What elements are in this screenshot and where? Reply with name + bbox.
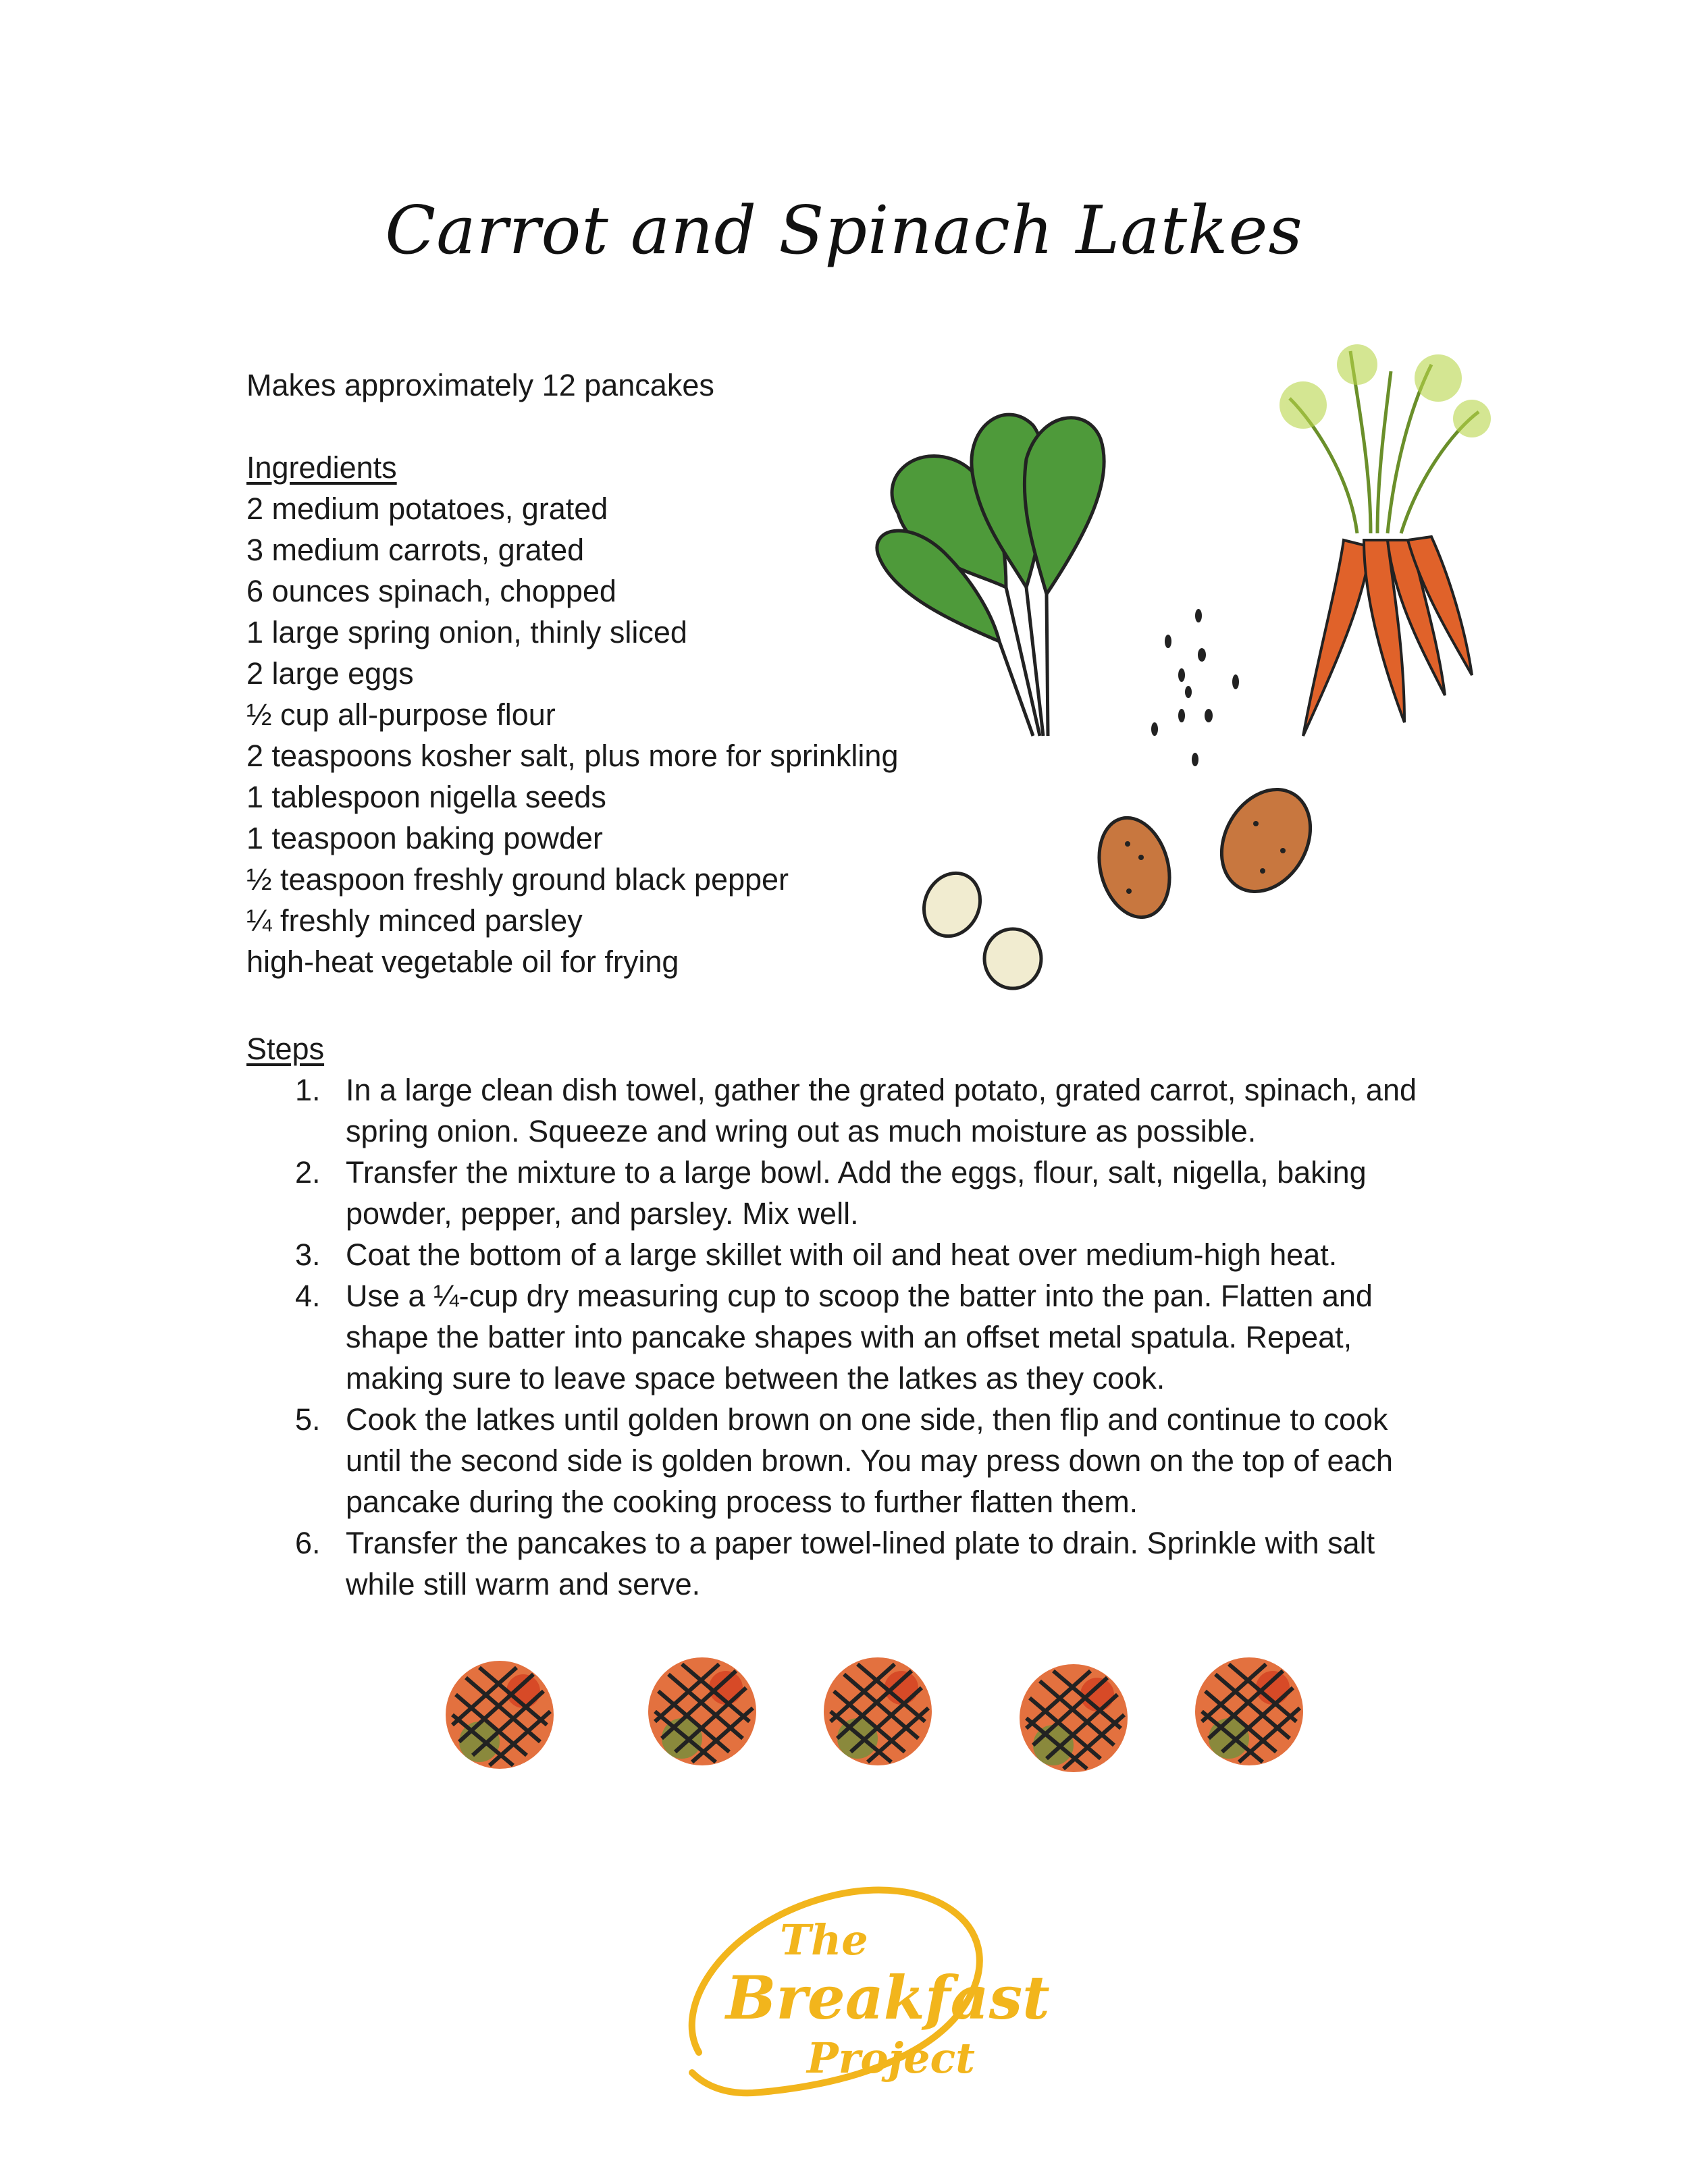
nigella-seeds-illustration xyxy=(1141,608,1256,776)
potato-illustration xyxy=(1087,783,1330,932)
step-text: Transfer the pancakes to a paper towel-lined plate to drain. Sprinkle with salt while still warm and serve. xyxy=(346,1526,1375,1601)
step-text: Cook the latkes until golden brown on one side, then flip and continue to cook until the second side is golden brown. You may press down on the top of each pancake during the cooking process to further flatten them. xyxy=(346,1402,1394,1519)
step-number: 5. xyxy=(295,1402,321,1437)
logo-line3: Project xyxy=(807,2033,975,2083)
step-text: Coat the bottom of a large skillet with oil and heat over medium-high heat. xyxy=(346,1237,1338,1272)
recipe-yield: Makes approximately 12 pancakes xyxy=(246,368,714,402)
ingredients-heading: Ingredients xyxy=(246,450,397,485)
ingredient-item: high-heat vegetable oil for frying xyxy=(246,944,679,979)
step-item xyxy=(246,1069,1448,1152)
step-item xyxy=(246,1152,1448,1234)
ingredient-item: ½ teaspoon freshly ground black pepper xyxy=(246,862,789,897)
step-number: 3. xyxy=(295,1237,321,1272)
step-item xyxy=(246,1399,1448,1522)
step-number: 2. xyxy=(295,1155,321,1190)
step-number: 1. xyxy=(295,1073,321,1107)
ingredient-item: 1 large spring onion, thinly sliced xyxy=(246,615,687,649)
egg-illustration xyxy=(918,864,1053,999)
logo-line2: Breakfast xyxy=(726,1963,1050,2033)
step-item xyxy=(246,1234,1448,1275)
step-text: Transfer the mixture to a large bowl. Add the eggs, flour, salt, nigella, baking powder, pepper, and parsley. Mix well. xyxy=(346,1155,1367,1231)
spinach-illustration xyxy=(871,398,1141,743)
ingredient-item: ½ cup all-purpose flour xyxy=(246,697,556,732)
steps-heading: Steps xyxy=(246,1032,325,1066)
steps-list xyxy=(246,1069,1448,1605)
ingredient-item: 2 teaspoons kosher salt, plus more for sprinkling xyxy=(246,739,899,773)
breakfast-project-logo xyxy=(672,1884,1050,2100)
step-text: Use a ¼-cup dry measuring cup to scoop the batter into the pan. Flatten and shape the batter into pancake shapes with an offset metal spatula. Repeat, making sure to leave space between the latkes as they cook. xyxy=(346,1279,1373,1395)
carrot-illustration xyxy=(1276,344,1492,743)
ingredient-item: 2 medium potatoes, grated xyxy=(246,491,608,526)
step-number: 4. xyxy=(295,1279,321,1313)
ingredient-item: 1 tablespoon nigella seeds xyxy=(246,780,606,814)
recipe-body xyxy=(246,365,1448,1605)
page-title: Carrot and Spinach Latkes xyxy=(385,192,1303,269)
ingredient-item: 1 teaspoon baking powder xyxy=(246,821,603,855)
ingredient-item: 3 medium carrots, grated xyxy=(246,533,585,567)
logo-line1: The xyxy=(780,1915,868,1965)
step-item xyxy=(246,1275,1448,1399)
ingredient-item: 6 ounces spinach, chopped xyxy=(246,574,616,608)
step-number: 6. xyxy=(295,1526,321,1560)
latke-row-illustration xyxy=(419,1634,1350,1796)
step-item xyxy=(246,1522,1448,1605)
ingredient-item: ¼ freshly minced parsley xyxy=(246,903,583,938)
ingredient-item: 2 large eggs xyxy=(246,656,414,691)
step-text: In a large clean dish towel, gather the grated potato, grated carrot, spinach, and spring onion. Squeeze and wring out as much moisture as possible. xyxy=(346,1073,1417,1148)
